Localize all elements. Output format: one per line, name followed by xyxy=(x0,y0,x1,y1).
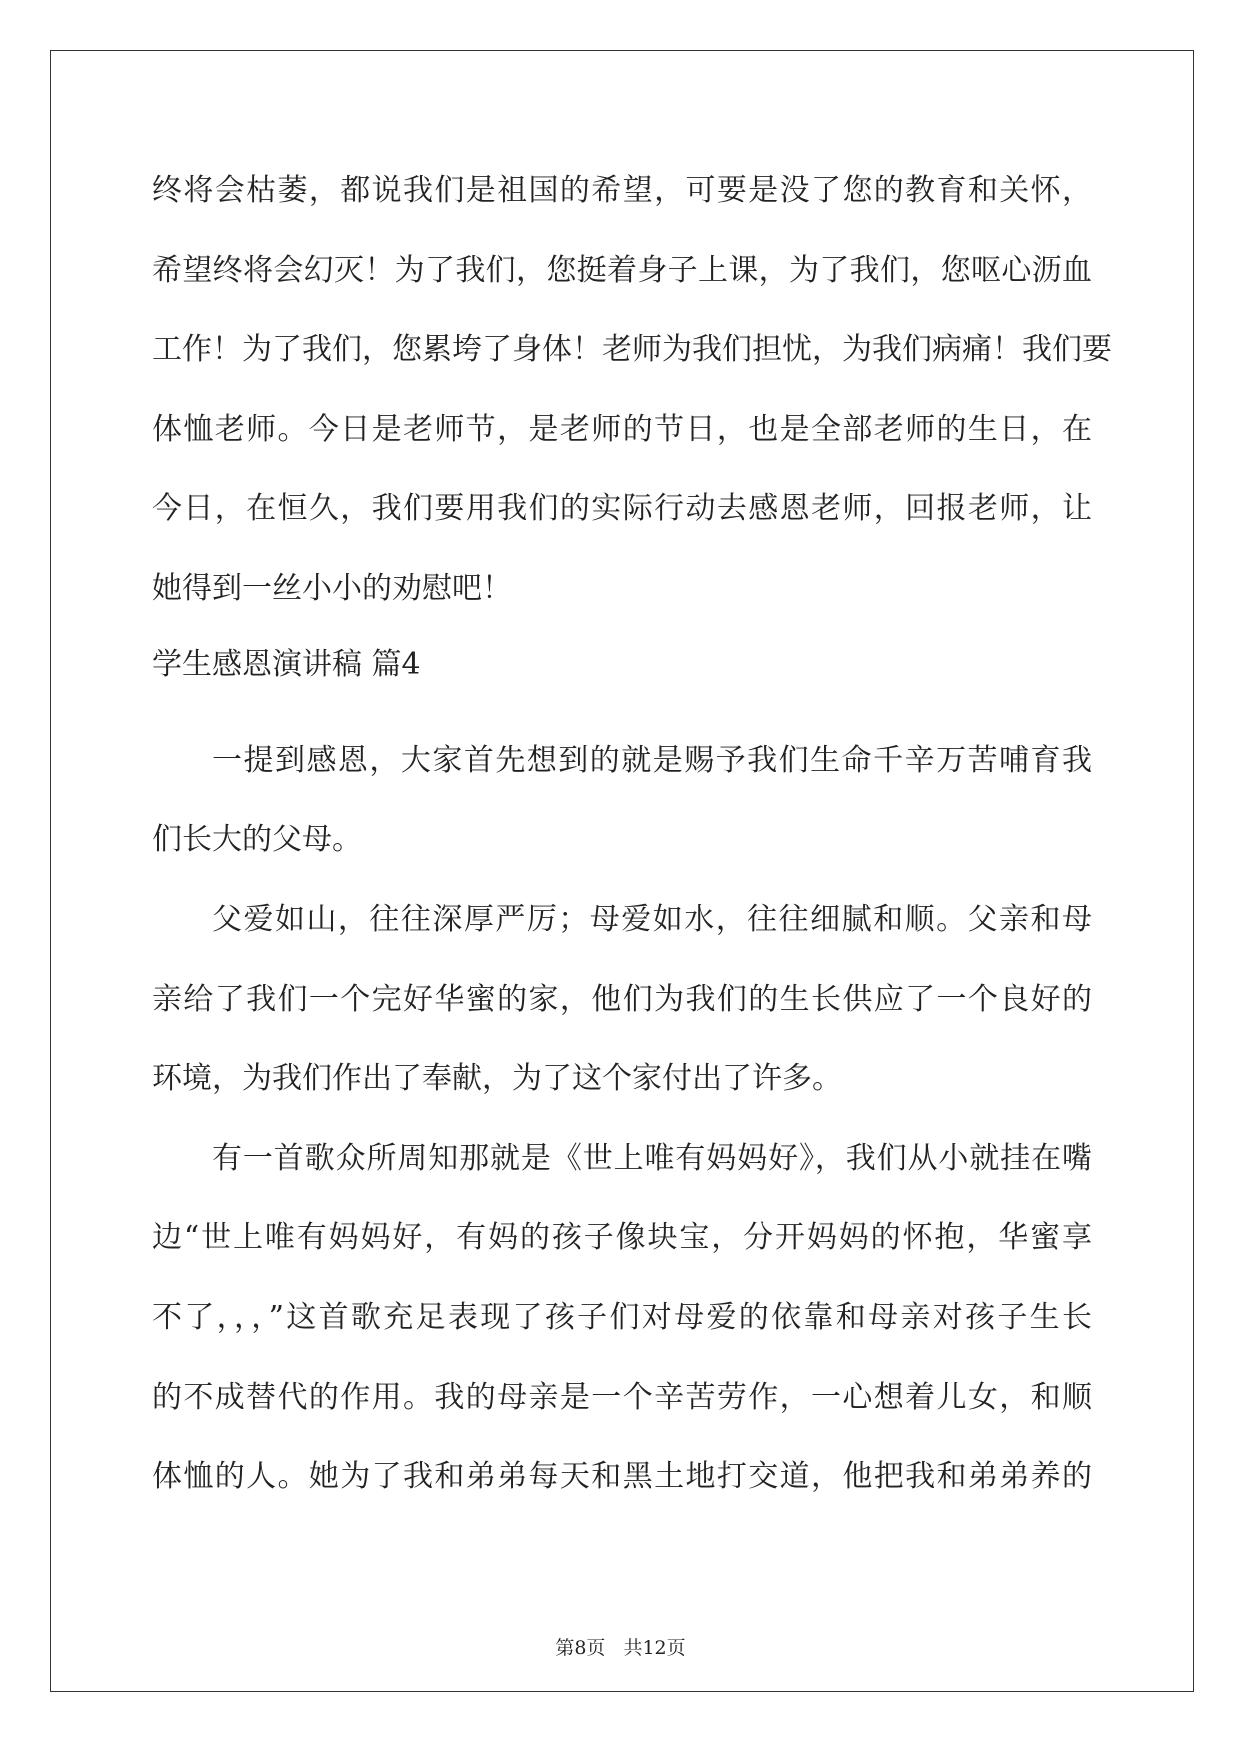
body-text-line: 体恤的人。她为了我和弟弟每天和黑土地打交道，他把我和弟弟养的 xyxy=(152,1459,1092,1494)
body-text-line: 终将会枯萎，都说我们是祖国的希望，可要是没了您的教育和关怀， xyxy=(152,173,1092,208)
body-text-line: 希望终将会幻灭！为了我们，您挺着身子上课，为了我们，您呕心沥血 xyxy=(152,253,1092,288)
body-text-line: 环境，为我们作出了奉献，为了这个家付出了许多。 xyxy=(152,1061,842,1096)
body-text-line: 们长大的父母。 xyxy=(152,822,362,857)
body-text-line: 体恤老师。今日是老师节，是老师的节日，也是全部老师的生日，在 xyxy=(152,412,1092,447)
body-text-line: 边“世上唯有妈妈好，有妈的孩子像块宝，分开妈妈的怀抱，华蜜享 xyxy=(152,1220,1092,1255)
body-text-line: 工作！为了我们，您累垮了身体！老师为我们担忧，为我们病痛！我们要 xyxy=(152,332,1112,367)
body-text-line: 她得到一丝小小的劝慰吧！ xyxy=(152,571,512,606)
page-total: 共12页 xyxy=(623,1637,686,1659)
page-border xyxy=(50,50,1194,1692)
paragraph-first-line: 一提到感恩，大家首先想到的就是赐予我们生命千辛万苦哺育我 xyxy=(212,743,1092,778)
section-heading: 学生感恩演讲稿 篇4 xyxy=(152,647,421,682)
paragraph-first-line: 父爱如山，往往深厚严厉；母爱如水，往往细腻和顺。父亲和母 xyxy=(212,902,1092,937)
page-number: 第8页 xyxy=(555,1637,606,1659)
body-text-line: 亲给了我们一个完好华蜜的家，他们为我们的生长供应了一个良好的 xyxy=(152,982,1092,1017)
body-text-line: 今日，在恒久，我们要用我们的实际行动去感恩老师，回报老师，让 xyxy=(152,491,1092,526)
body-text-line: 的不成替代的作用。我的母亲是一个辛苦劳作，一心想着儿女，和顺 xyxy=(152,1380,1092,1415)
paragraph-first-line: 有一首歌众所周知那就是《世上唯有妈妈好》，我们从小就挂在嘴 xyxy=(212,1141,1092,1176)
body-text-line: 不了，，，”这首歌充足表现了孩子们对母爱的依靠和母亲对孩子生长 xyxy=(152,1300,1092,1335)
page-footer xyxy=(0,1636,1241,1660)
